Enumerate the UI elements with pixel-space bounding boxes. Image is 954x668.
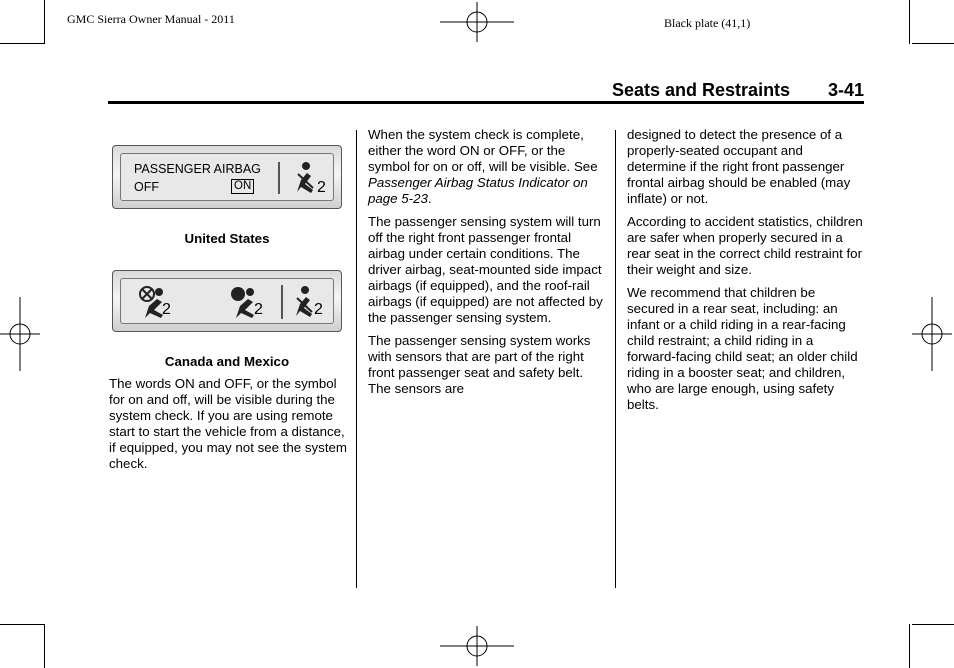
on-label: ON <box>231 179 254 194</box>
crop-mark <box>44 624 45 668</box>
indicator-display <box>120 153 334 201</box>
crop-mark <box>909 0 910 44</box>
canada-airbag-indicator-figure <box>112 270 342 332</box>
crop-mark <box>0 43 44 44</box>
column-1-text <box>109 376 347 479</box>
position-number: 2 <box>314 301 323 318</box>
paragraph: The passenger sensing system will turn off the right front passenger frontal airbag under certain conditions. The driver airbag, seat-mounted side impact airbags (if equipped), and the roof-rail airbags (if equipped) are not affected by the passenger sensing system. <box>368 214 603 325</box>
column-2-text <box>368 127 604 404</box>
registration-mark-top <box>440 2 514 42</box>
crop-mark <box>44 0 45 44</box>
plate-label: Black plate (41,1) <box>664 16 751 30</box>
off-label: OFF <box>134 180 159 194</box>
registration-mark-left <box>0 297 40 371</box>
header-rule <box>108 101 864 104</box>
column-divider <box>356 130 357 588</box>
separator <box>281 285 283 319</box>
indicator-display <box>120 278 334 324</box>
cross-reference: Passenger Airbag Status Indicator on page 5-23 <box>368 175 588 206</box>
us-caption: United States <box>184 231 270 246</box>
separator <box>278 162 280 194</box>
position-number: 2 <box>162 301 171 318</box>
passenger-airbag-label: PASSENGER AIRBAG <box>134 162 261 176</box>
paragraph: The passenger sensing system works with sensors that are part of the right front passenger seat and safety belt. The sensors are <box>368 333 591 396</box>
us-airbag-indicator-figure <box>112 145 342 209</box>
crop-mark <box>909 624 910 668</box>
position-number: 2 <box>317 179 326 196</box>
column-divider <box>615 130 616 588</box>
paragraph <box>368 127 604 207</box>
registration-mark-right <box>912 297 952 371</box>
crop-mark <box>0 624 44 625</box>
paragraph-text: When the system check is complete, either the word ON or OFF, or the symbol for on or off, will be visible. See <box>368 127 598 174</box>
registration-mark-bottom <box>440 626 514 666</box>
manual-title: GMC Sierra Owner Manual - 2011 <box>67 12 235 26</box>
section-title: Seats and Restraints <box>612 80 791 100</box>
paragraph: designed to detect the presence of a properly-seated occupant and determine if the right front passenger frontal airbag should be enabled (may inflate) or not. <box>627 127 851 206</box>
crop-mark <box>912 43 954 44</box>
column-3-text <box>627 127 864 420</box>
page-number: 3-41 <box>827 80 864 100</box>
canada-caption: Canada and Mexico <box>164 354 290 369</box>
crop-mark <box>912 624 954 625</box>
paragraph: The words ON and OFF, or the symbol for on and off, will be visible during the system check. If you are using remote start to start the vehicle from a distance, if equipped, you may not see the system check. <box>109 376 348 471</box>
section-header <box>612 80 864 101</box>
position-number: 2 <box>254 301 263 318</box>
paragraph-end: . <box>427 191 432 206</box>
paragraph: According to accident statistics, children are safer when properly secured in a rear seat in the correct child restraint for their weight and size. <box>627 214 863 277</box>
paragraph: We recommend that children be secured in a rear seat, including: an infant or a child riding in a rear-facing child restraint; a child riding in a forward-facing child seat; an older child riding in a booster seat; and children, who are large enough, using safety belts. <box>627 285 858 412</box>
seatbelt-occupant-icon <box>289 160 319 196</box>
